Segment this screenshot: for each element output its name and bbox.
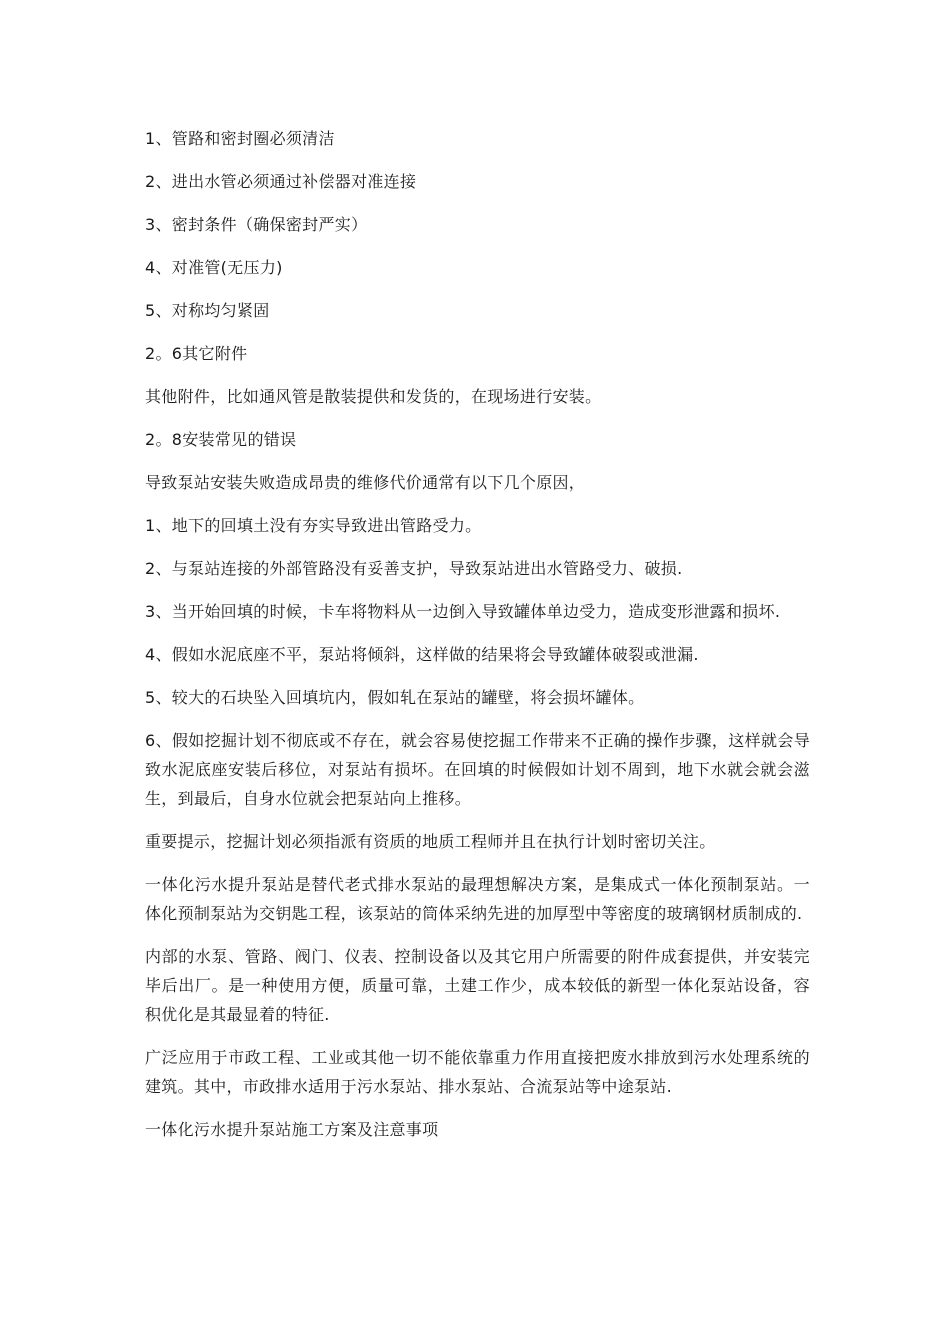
section-heading-common-errors: 2。8安装常见的错误 [145, 430, 297, 449]
list-item-align-pipe: 4、对准管(无压力) [145, 258, 283, 277]
list-item-seal-condition: 3、密封条件（确保密封严实） [145, 215, 368, 234]
list-item-error-stones: 5、较大的石块坠入回填坑内，假如轧在泵站的罐壁，将会损坏罐体。 [145, 688, 645, 707]
section-heading-other-accessories: 2。6其它附件 [145, 344, 248, 363]
paragraph-other-accessories: 其他附件，比如通风管是散装提供和发货的，在现场进行安装。 [145, 387, 602, 406]
paragraph-applications: 广泛应用于市政工程、工业或其他一切不能依靠重力作用直接把废水排放到污水处理系统的建筑。其中，市政排水适用于污水泵站、排水泵站、合流泵站等中途泵站. [145, 1048, 810, 1096]
section-heading-construction-plan: 一体化污水提升泵站施工方案及注意事项 [145, 1120, 439, 1139]
list-item-error-support: 2、与泵站连接的外部管路没有妥善支护，导致泵站进出水管路受力、破损. [145, 559, 683, 578]
paragraph-error-intro: 导致泵站安装失败造成昂贵的维修代价通常有以下几个原因， [145, 473, 586, 492]
list-item-tighten: 5、对称均匀紧固 [145, 301, 270, 320]
list-item-error-excavation: 6、假如挖掘计划不彻底或不存在，就会容易使挖掘工作带来不正确的操作步骤，这样就会导致水泥底座安装后移位，对泵站有损坏。在回填的时候假如计划不周到，地下水就会就会滋生，到最后，自身水位就会把泵站向上推移。 [145, 731, 810, 808]
list-item-error-truck: 3、当开始回填的时候，卡车将物料从一边倒入导致罐体单边受力，造成变形泄露和损坏. [145, 602, 781, 621]
list-item-compensator: 2、进出水管必须通过补偿器对准连接 [145, 172, 417, 191]
document-body [145, 124, 810, 1158]
list-item-error-backfill: 1、地下的回填土没有夯实导致进出管路受力。 [145, 516, 482, 535]
list-item-clean-pipes: 1、管路和密封圈必须清洁 [145, 129, 335, 148]
paragraph-internal-equipment: 内部的水泵、管路、阀门、仪表、控制设备以及其它用户所需要的附件成套提供，并安装完毕后出厂。是一种使用方便，质量可靠，土建工作少，成本较低的新型一体化泵站设备，容积优化是其最显着的特征. [145, 947, 810, 1024]
paragraph-pump-station-intro: 一体化污水提升泵站是替代老式排水泵站的最理想解决方案，是集成式一体化预制泵站。一体化预制泵站为交钥匙工程，该泵站的筒体采纳先进的加厚型中等密度的玻璃钢材质制成的. [145, 875, 810, 923]
paragraph-important-note: 重要提示，挖掘计划必须指派有资质的地质工程师并且在执行计划时密切关注。 [145, 832, 716, 851]
list-item-error-base: 4、假如水泥底座不平，泵站将倾斜，这样做的结果将会导致罐体破裂或泄漏. [145, 645, 699, 664]
